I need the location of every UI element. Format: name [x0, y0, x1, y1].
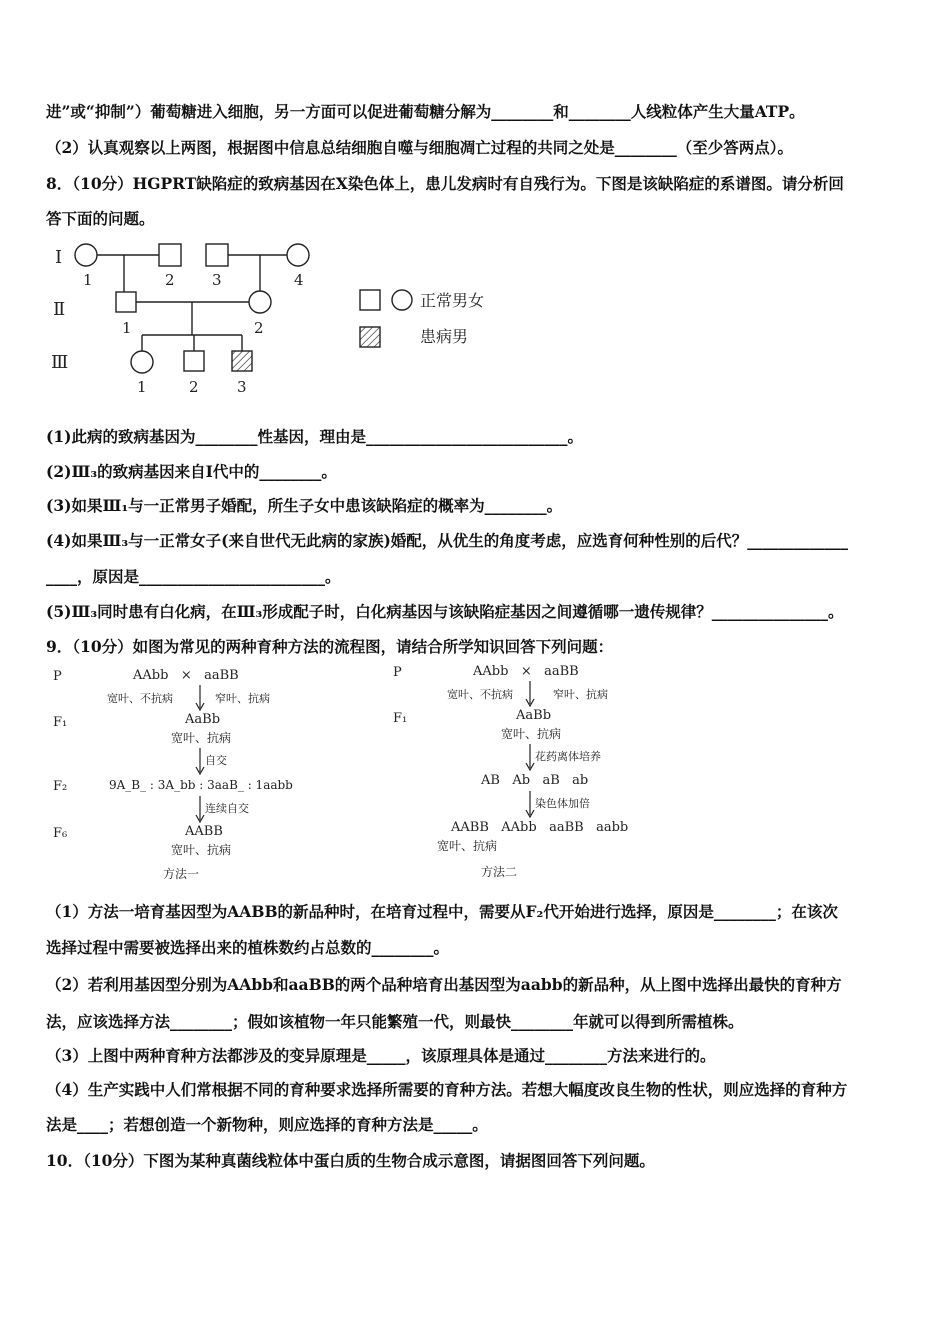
- question-8-2: (2)Ⅲ₃的致病基因来自Ⅰ代中的________。: [46, 462, 337, 481]
- gen3-num-1: 1: [137, 378, 147, 396]
- question-8-4: (4)如果Ⅲ₃与一正常女子(来自世代无此病的家族)婚配，从优生的角度考虑，应选育何种性别的后代？_____________: [46, 531, 849, 550]
- gen3-num-2: 2: [189, 378, 199, 396]
- question-9-4: （4）生产实践中人们常根据不同的育种要求选择所需要的育种方法。若想大幅度改良生物的性状，则应选择的育种方: [46, 1080, 848, 1099]
- m1-f1-label: F₁: [53, 715, 68, 730]
- m1-trait-right: 窄叶、抗病: [215, 692, 270, 705]
- question-9-3: （3）上图中两种育种方法都涉及的变异原理是_____，该原理具体是通过________方法来进行的。: [46, 1046, 716, 1065]
- question-8-title-cont: 答下面的问题。: [46, 209, 155, 228]
- m2-step-anther-culture: 花药离体培养: [535, 750, 601, 763]
- m1-trait-left: 宽叶、不抗病: [107, 692, 173, 705]
- question-8-5: (5)Ⅲ₃同时患有白化病，在Ⅲ₃形成配子时，白化病基因与该缺陷症基因之间遵循哪一遗传规律？_______________。: [46, 602, 844, 621]
- pedigree-chart: [40, 235, 520, 405]
- legend-normal-female-icon: [392, 290, 412, 310]
- gen3-male-2: [184, 351, 204, 371]
- m2-results: AABB AAbb aaBB aabb: [451, 820, 629, 835]
- gen1-female-4: [287, 244, 309, 266]
- m1-f2-label: F₂: [53, 779, 68, 794]
- gen2-female-2: [249, 291, 271, 313]
- question-8-1: (1)此病的致病基因为________性基因，理由是__________________________。: [46, 427, 583, 446]
- gen-III-label: Ⅲ: [51, 352, 69, 373]
- m1-f1-genotype: AaBb: [185, 712, 221, 727]
- question-10-title: 10．（10分）下图为某种真菌线粒体中蛋白质的生物合成示意图，请据图回答下列问题。: [46, 1151, 655, 1170]
- question-9-1: （1）方法一培育基因型为AABB的新品种时，在培育过程中，需要从F₂代开始进行选择，原因是________；在该次: [46, 902, 838, 921]
- question-8-title: 8．（10分）HGPRT缺陷症的致病基因在X染色体上，患儿发病时有自残行为。下图是该缺陷症的系谱图。请分析回: [46, 174, 844, 193]
- m1-f1-trait: 宽叶、抗病: [171, 731, 232, 745]
- gen1-female-1: [75, 244, 97, 266]
- m2-f1-trait: 宽叶、抗病: [501, 727, 562, 741]
- gen1-male-2: [159, 244, 181, 266]
- question-9-1-cont: 选择过程中需要被选择出来的植株数约占总数的________。: [46, 938, 450, 957]
- m2-method-name: 方法二: [481, 865, 518, 879]
- question-9-4-cont: 法是____；若想创造一个新物种，则应选择的育种方法是_____。: [46, 1115, 488, 1134]
- gen1-num-4: 4: [294, 271, 304, 289]
- m2-f1-genotype: AaBb: [516, 708, 552, 723]
- gen3-affected-male-3: [232, 351, 252, 371]
- m1-f6-genotype: AABB: [185, 824, 223, 839]
- gen-I-label: Ⅰ: [55, 247, 63, 268]
- gen3-female-1: [131, 351, 153, 373]
- gen2-male-1: [116, 292, 136, 312]
- question-9-2: （2）若利用基因型分别为AAbb和aaBB的两个品种培育出基因型为aabb的新品种，从上图中选择出最快的育种方: [46, 975, 842, 994]
- legend-affected-label: 患病男: [420, 327, 469, 346]
- gen1-num-2: 2: [165, 271, 175, 289]
- gen2-num-2: 2: [254, 319, 264, 337]
- question-9-2-cont: 法，应该选择方法________；假如该植物一年只能繁殖一代，则最快________年就可以得到所需植株。: [46, 1012, 744, 1031]
- legend-normal-label: 正常男女: [420, 291, 485, 310]
- breeding-method-one-diagram: [45, 660, 375, 885]
- m2-result-trait: 宽叶、抗病: [437, 839, 498, 853]
- gen3-num-3: 3: [237, 378, 247, 396]
- question-7-2: （2）认真观察以上两图，根据图中信息总结细胞自噬与细胞凋亡过程的共同之处是________（至少答两点）。: [46, 138, 794, 157]
- m2-p-label: P: [393, 665, 402, 680]
- gen2-num-1: 1: [122, 319, 132, 337]
- m2-cross: AAbb × aaBB: [473, 664, 579, 679]
- question-9-title: 9．（10分）如图为常见的两种育种方法的流程图，请结合所学知识回答下列问题：: [46, 637, 614, 656]
- m2-gametes: AB Ab aB ab: [481, 773, 589, 788]
- legend-affected-male-icon: [360, 327, 380, 347]
- m1-f2-ratio: 9A_B_ : 3A_bb : 3aaB_ : 1aabb: [109, 778, 293, 792]
- gen1-num-3: 3: [212, 271, 222, 289]
- m2-step-chromosome-doubling: 染色体加倍: [535, 797, 590, 810]
- gen1-male-3: [206, 244, 228, 266]
- gen1-num-1: 1: [83, 271, 93, 289]
- m1-step-selfing: 自交: [205, 754, 227, 767]
- m1-method-name: 方法一: [163, 867, 200, 881]
- text-line-glucose: 进”或“抑制”）葡萄糖进入细胞，另一方面可以促进葡萄糖分解为________和________人线粒体产生大量ATP。: [46, 102, 805, 121]
- m1-f6-trait: 宽叶、抗病: [171, 843, 232, 857]
- m1-step-continuous-selfing: 连续自交: [205, 802, 249, 815]
- m1-p-label: P: [53, 669, 62, 684]
- legend-normal-male-icon: [360, 290, 380, 310]
- m2-trait-right: 窄叶、抗病: [553, 688, 608, 701]
- m1-cross: AAbb × aaBB: [133, 668, 239, 683]
- breeding-method-two-diagram: [385, 656, 675, 886]
- question-8-4-cont: ____，原因是________________________。: [46, 567, 341, 586]
- question-8-3: (3)如果Ⅲ₁与一正常男子婚配，所生子女中患该缺陷症的概率为________。: [46, 496, 563, 515]
- gen-II-label: Ⅱ: [53, 299, 66, 320]
- m2-f1-label: F₁: [393, 711, 408, 726]
- m1-f6-label: F₆: [53, 826, 68, 841]
- m2-trait-left: 宽叶、不抗病: [447, 688, 513, 701]
